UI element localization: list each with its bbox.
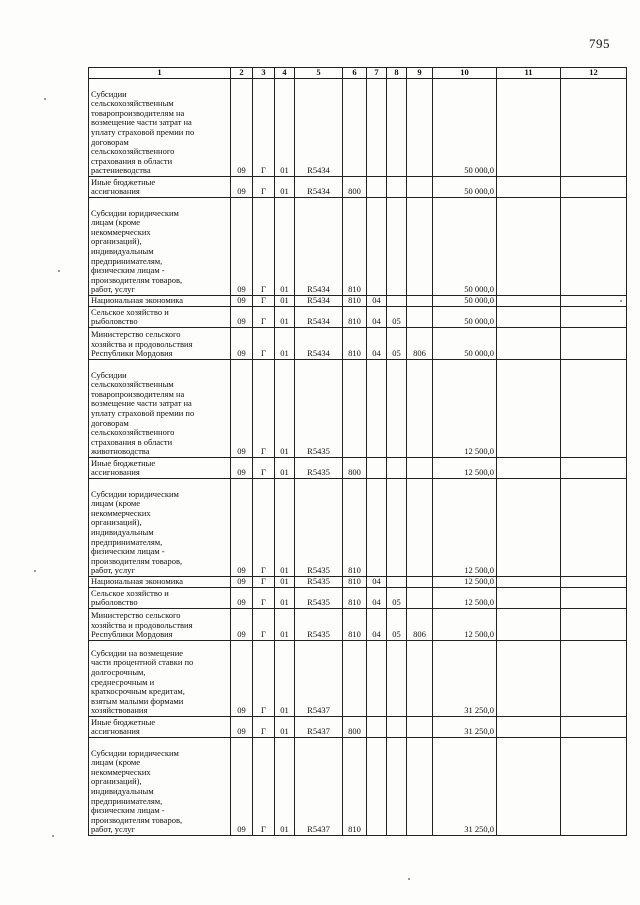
code-col-2: 09: [231, 296, 253, 307]
code-col-4: 01: [275, 328, 295, 360]
amount-col-10: 12 500,0: [433, 360, 497, 458]
column-header: 4: [275, 68, 295, 79]
code-col-8: [387, 577, 407, 588]
table-row: [89, 296, 627, 307]
row-name: Национальная экономика: [89, 577, 231, 588]
code-col-4: 01: [275, 717, 295, 738]
amount-col-12: [561, 641, 627, 717]
code-col-3: Г: [253, 738, 275, 836]
column-header: 6: [343, 68, 367, 79]
row-name: Субсидии юридическим лицам (кроме некоммерческих организаций), индивидуальным предпринимателям, физическим лицам - производителям товаров, работ, услуг: [89, 738, 231, 836]
amount-col-10: 31 250,0: [433, 738, 497, 836]
code-col-9: [407, 641, 433, 717]
page-number: 795: [589, 36, 610, 51]
row-name: Субсидии на возмещение части процентной ставки по долгосрочным, среднесрочным и краткосрочным кредитам, взятым малыми формами хозяйствования: [89, 641, 231, 717]
code-col-9: 806: [407, 609, 433, 641]
amount-col-11: [497, 307, 561, 328]
amount-col-11: [497, 738, 561, 836]
row-name: Министерство сельского хозяйства и продовольствия Республики Мордовия: [89, 609, 231, 641]
column-header: 2: [231, 68, 253, 79]
code-col-7: 04: [367, 307, 387, 328]
amount-col-12: [561, 79, 627, 177]
scan-speck: [52, 835, 54, 837]
code-col-8: 05: [387, 588, 407, 609]
table-row: [89, 79, 627, 177]
code-col-4: 01: [275, 198, 295, 296]
amount-col-11: [497, 296, 561, 307]
code-col-9: [407, 360, 433, 458]
code-col-9: [407, 79, 433, 177]
amount-col-12: [561, 328, 627, 360]
code-col-7: [367, 198, 387, 296]
table-row: [89, 328, 627, 360]
amount-col-10: 12 500,0: [433, 577, 497, 588]
code-col-2: 09: [231, 717, 253, 738]
row-name: Иные бюджетные ассигнования: [89, 458, 231, 479]
scan-speck: [620, 300, 622, 302]
code-col-6: [343, 360, 367, 458]
code-col-6: 810: [343, 609, 367, 641]
column-header: 9: [407, 68, 433, 79]
code-col-5: R5434: [295, 79, 343, 177]
code-col-8: 05: [387, 609, 407, 641]
amount-col-10: 31 250,0: [433, 641, 497, 717]
code-col-8: [387, 641, 407, 717]
code-col-2: 09: [231, 577, 253, 588]
column-header: 3: [253, 68, 275, 79]
column-header: 11: [497, 68, 561, 79]
amount-col-12: [561, 588, 627, 609]
code-col-2: 09: [231, 738, 253, 836]
table-row: [89, 198, 627, 296]
code-col-8: [387, 738, 407, 836]
scan-speck: [34, 570, 36, 572]
code-col-4: 01: [275, 296, 295, 307]
amount-col-10: 50 000,0: [433, 307, 497, 328]
code-col-4: 01: [275, 79, 295, 177]
code-col-2: 09: [231, 458, 253, 479]
code-col-9: [407, 458, 433, 479]
code-col-5: R5434: [295, 328, 343, 360]
code-col-6: 800: [343, 177, 367, 198]
code-col-5: R5435: [295, 609, 343, 641]
table-row: [89, 717, 627, 738]
amount-col-12: [561, 360, 627, 458]
table-row: [89, 177, 627, 198]
code-col-7: [367, 458, 387, 479]
code-col-8: [387, 177, 407, 198]
code-col-9: [407, 738, 433, 836]
amount-col-10: 31 250,0: [433, 717, 497, 738]
code-col-2: 09: [231, 641, 253, 717]
code-col-7: [367, 360, 387, 458]
code-col-5: R5435: [295, 479, 343, 577]
code-col-6: [343, 641, 367, 717]
row-name: Сельское хозяйство и рыболовство: [89, 588, 231, 609]
code-col-5: R5434: [295, 177, 343, 198]
budget-table: [88, 67, 627, 836]
code-col-5: R5434: [295, 198, 343, 296]
table-row: [89, 641, 627, 717]
code-col-8: [387, 79, 407, 177]
amount-col-11: [497, 588, 561, 609]
code-col-3: Г: [253, 609, 275, 641]
code-col-2: 09: [231, 479, 253, 577]
code-col-3: Г: [253, 641, 275, 717]
code-col-4: 01: [275, 177, 295, 198]
amount-col-11: [497, 458, 561, 479]
amount-col-12: [561, 577, 627, 588]
amount-col-12: [561, 307, 627, 328]
code-col-4: 01: [275, 609, 295, 641]
code-col-3: Г: [253, 198, 275, 296]
amount-col-11: [497, 328, 561, 360]
code-col-9: [407, 588, 433, 609]
code-col-2: 09: [231, 588, 253, 609]
amount-col-10: 50 000,0: [433, 79, 497, 177]
table-row: [89, 609, 627, 641]
code-col-6: 810: [343, 328, 367, 360]
row-name: Субсидии сельскохозяйственным товаропроизводителям на возмещение части затрат на уплату страховой премии по договорам сельскохозяйственного страхования в области растениеводства: [89, 79, 231, 177]
code-col-5: R5435: [295, 458, 343, 479]
code-col-5: R5437: [295, 738, 343, 836]
column-header: 1: [89, 68, 231, 79]
code-col-7: 04: [367, 577, 387, 588]
code-col-4: 01: [275, 360, 295, 458]
code-col-3: Г: [253, 360, 275, 458]
code-col-9: 806: [407, 328, 433, 360]
code-col-7: [367, 641, 387, 717]
amount-col-12: [561, 479, 627, 577]
amount-col-10: 12 500,0: [433, 609, 497, 641]
code-col-3: Г: [253, 79, 275, 177]
amount-col-10: 12 500,0: [433, 588, 497, 609]
code-col-8: [387, 296, 407, 307]
row-name: Субсидии юридическим лицам (кроме некоммерческих организаций), индивидуальным предпринимателям, физическим лицам - производителям товаров, работ, услуг: [89, 198, 231, 296]
row-name: Национальная экономика: [89, 296, 231, 307]
code-col-6: 800: [343, 717, 367, 738]
code-col-9: [407, 479, 433, 577]
code-col-4: 01: [275, 479, 295, 577]
amount-col-11: [497, 79, 561, 177]
code-col-9: [407, 198, 433, 296]
scan-speck: [58, 270, 60, 272]
code-col-9: [407, 296, 433, 307]
code-col-8: [387, 458, 407, 479]
code-col-8: [387, 479, 407, 577]
code-col-8: [387, 717, 407, 738]
row-name: Иные бюджетные ассигнования: [89, 177, 231, 198]
code-col-3: Г: [253, 307, 275, 328]
header-row: [89, 68, 627, 79]
code-col-7: [367, 717, 387, 738]
code-col-7: 04: [367, 609, 387, 641]
column-header: 10: [433, 68, 497, 79]
table-row: [89, 588, 627, 609]
code-col-5: R5434: [295, 307, 343, 328]
table-row: [89, 307, 627, 328]
code-col-8: [387, 198, 407, 296]
code-col-8: 05: [387, 307, 407, 328]
code-col-2: 09: [231, 360, 253, 458]
code-col-2: 09: [231, 307, 253, 328]
amount-col-10: 12 500,0: [433, 479, 497, 577]
code-col-3: Г: [253, 328, 275, 360]
code-col-7: [367, 479, 387, 577]
amount-col-10: 50 000,0: [433, 177, 497, 198]
amount-col-12: [561, 458, 627, 479]
scan-speck: [44, 98, 46, 100]
code-col-6: 810: [343, 738, 367, 836]
amount-col-12: [561, 738, 627, 836]
code-col-9: [407, 307, 433, 328]
scan-speck: [408, 878, 410, 880]
code-col-4: 01: [275, 458, 295, 479]
code-col-3: Г: [253, 588, 275, 609]
code-col-5: R5437: [295, 641, 343, 717]
amount-col-11: [497, 479, 561, 577]
amount-col-12: [561, 717, 627, 738]
code-col-6: 810: [343, 296, 367, 307]
amount-col-10: 12 500,0: [433, 458, 497, 479]
row-name: Субсидии сельскохозяйственным товаропроизводителям на возмещение части затрат на уплату страховой премии по договорам сельскохозяйственного страхования в области животноводства: [89, 360, 231, 458]
amount-col-11: [497, 198, 561, 296]
code-col-6: 810: [343, 588, 367, 609]
code-col-2: 09: [231, 328, 253, 360]
column-header: 7: [367, 68, 387, 79]
code-col-6: [343, 79, 367, 177]
table-row: [89, 479, 627, 577]
code-col-2: 09: [231, 177, 253, 198]
code-col-2: 09: [231, 198, 253, 296]
table-row: [89, 738, 627, 836]
code-col-3: Г: [253, 458, 275, 479]
code-col-5: R5434: [295, 296, 343, 307]
code-col-4: 01: [275, 307, 295, 328]
amount-col-11: [497, 177, 561, 198]
amount-col-10: 50 000,0: [433, 198, 497, 296]
code-col-7: [367, 79, 387, 177]
code-col-4: 01: [275, 738, 295, 836]
amount-col-12: [561, 296, 627, 307]
code-col-6: 800: [343, 458, 367, 479]
amount-col-12: [561, 198, 627, 296]
code-col-8: [387, 360, 407, 458]
code-col-7: [367, 738, 387, 836]
code-col-7: 04: [367, 296, 387, 307]
code-col-6: 810: [343, 198, 367, 296]
code-col-4: 01: [275, 641, 295, 717]
amount-col-12: [561, 177, 627, 198]
code-col-2: 09: [231, 79, 253, 177]
code-col-4: 01: [275, 577, 295, 588]
code-col-9: [407, 177, 433, 198]
code-col-5: R5435: [295, 360, 343, 458]
amount-col-10: 50 000,0: [433, 296, 497, 307]
code-col-4: 01: [275, 588, 295, 609]
amount-col-11: [497, 641, 561, 717]
code-col-3: Г: [253, 577, 275, 588]
amount-col-12: [561, 609, 627, 641]
amount-col-10: 50 000,0: [433, 328, 497, 360]
column-header: 8: [387, 68, 407, 79]
code-col-3: Г: [253, 177, 275, 198]
code-col-3: Г: [253, 717, 275, 738]
code-col-7: 04: [367, 328, 387, 360]
amount-col-11: [497, 360, 561, 458]
code-col-3: Г: [253, 479, 275, 577]
table-row: [89, 577, 627, 588]
code-col-6: 810: [343, 479, 367, 577]
column-header: 5: [295, 68, 343, 79]
amount-col-11: [497, 609, 561, 641]
code-col-8: 05: [387, 328, 407, 360]
code-col-5: R5435: [295, 577, 343, 588]
row-name: Иные бюджетные ассигнования: [89, 717, 231, 738]
table-row: [89, 360, 627, 458]
row-name: Сельское хозяйство и рыболовство: [89, 307, 231, 328]
code-col-3: Г: [253, 296, 275, 307]
code-col-7: 04: [367, 588, 387, 609]
amount-col-11: [497, 717, 561, 738]
code-col-2: 09: [231, 609, 253, 641]
code-col-5: R5437: [295, 717, 343, 738]
code-col-6: 810: [343, 307, 367, 328]
code-col-9: [407, 577, 433, 588]
column-header: 12: [561, 68, 627, 79]
row-name: Субсидии юридическим лицам (кроме некоммерческих организаций), индивидуальным предпринимателям, физическим лицам - производителям товаров, работ, услуг: [89, 479, 231, 577]
row-name: Министерство сельского хозяйства и продовольствия Республики Мордовия: [89, 328, 231, 360]
amount-col-11: [497, 577, 561, 588]
table-row: [89, 458, 627, 479]
code-col-6: 810: [343, 577, 367, 588]
code-col-5: R5435: [295, 588, 343, 609]
code-col-9: [407, 717, 433, 738]
code-col-7: [367, 177, 387, 198]
